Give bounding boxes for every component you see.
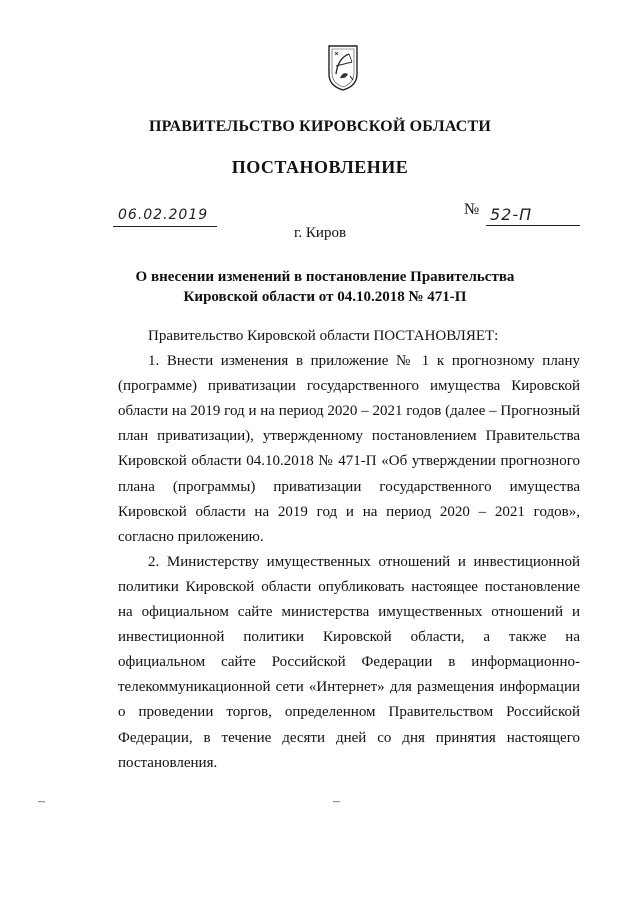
subject-line-2: Кировской области от 04.10.2018 № 471-П <box>183 289 467 305</box>
government-title: ПРАВИТЕЛЬСТВО КИРОВСКОЙ ОБЛАСТИ <box>148 118 492 135</box>
margin-mark-left: – <box>38 794 45 809</box>
coat-of-arms-icon <box>327 44 359 92</box>
paragraph-2: 2. Министерству имущественных отношений и инвестиционной политики Кировской области опубликовать настоящее постановление на официальном сайте министерства имущественных отношений и инвестиционной политики Кировской области, а также на официальном сайте Российской Федерации в информационно-телекоммуникационной сети «Интернет» для размещения информации о проведении торгов, определенном Правительством Российской Федерации, в течение десяти дней со дня принятия настоящего постановления. <box>118 553 580 771</box>
subject-line-1: О внесении изменений в постановление Правительства <box>135 269 515 285</box>
document-type-title: ПОСТАНОВЛЕНИЕ <box>231 157 409 177</box>
document-body <box>118 324 580 776</box>
number-label: № <box>464 201 480 218</box>
city-name: г. Киров <box>293 225 347 241</box>
margin-mark-center: – <box>333 794 340 809</box>
document-number: 52-П <box>490 205 533 224</box>
preamble: Правительство Кировской области ПОСТАНОВЛЯЕТ: <box>148 328 499 344</box>
document-subject <box>120 267 530 307</box>
paragraph-1: 1. Внести изменения в приложение № 1 к прогнозному плану (программе) приватизации государственного имущества Кировской области на 2019 год и на период 2020 – 2021 годов (далее – Прогнозный план приватизации), утвержденному постановлением Правительства Кировской области 04.10.2018 № 471-П «Об утверждении прогнозного плана (программы) приватизации государственного имущества Кировской области на 2019 год и на период 2020 – 2021 годов», согласно приложению. <box>118 353 580 545</box>
document-date: 06.02.2019 <box>118 207 209 223</box>
